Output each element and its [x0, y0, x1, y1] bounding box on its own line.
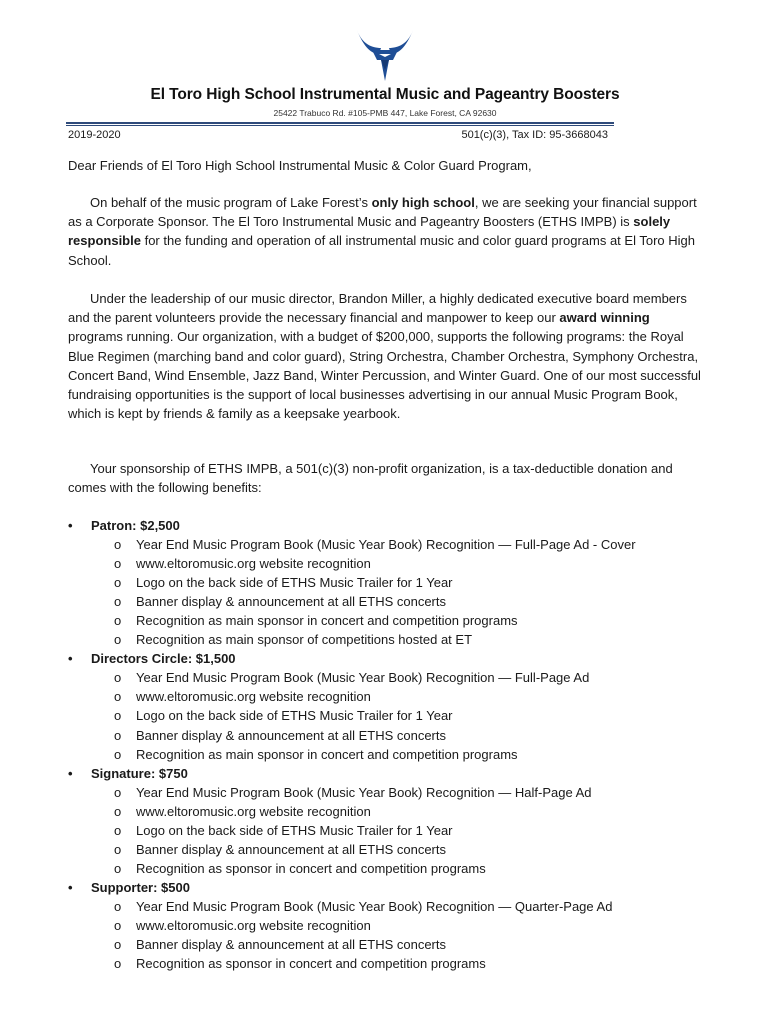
header-divider-thin: [66, 125, 614, 126]
org-address: 25422 Trabuco Rd. #105-PMB 447, Lake Forest, CA 92630: [273, 108, 497, 118]
list-item: o Year End Music Program Book (Music Year Book) Recognition — Half-Page Ad: [68, 783, 708, 802]
emphasis-award-winning: award winning: [559, 310, 650, 326]
circle-bullet-icon: o: [114, 746, 122, 762]
bullet-icon: •: [68, 879, 73, 895]
list-item: o Recognition as main sponsor in concert and competition programs: [68, 745, 708, 764]
emphasis-solely-responsible: solely responsible: [68, 214, 671, 249]
circle-bullet-icon: o: [114, 594, 122, 610]
list-item: o Recognition as main sponsor in concert and competition programs: [68, 611, 708, 630]
list-item: o Recognition as main sponsor of competitions hosted at ET: [68, 630, 708, 649]
bullet-icon: •: [68, 651, 73, 667]
circle-bullet-icon: o: [114, 822, 122, 838]
circle-bullet-icon: o: [114, 956, 122, 972]
paragraph-leadership: Under the leadership of our music director, Brandon Miller, a highly dedicated executive board members and the parent volunteers provide the necessary financial and manpower to keep our award winning programs running. Our organization, with a budget of $200,000, supports the following programs: the Royal Blue Regimen (marching band and color guard), String Orchestra, Chamber Orchestra, Symphony Orchestra, Concert Band, Wind Ensemble, Jazz Band, Winter Percussion, and Winter Guard. One of our most successful fundraising opportunities is the support of local businesses advertising in our annual Music Program Book, which is kept by friends & family as a keepsake yearbook.: [68, 291, 701, 422]
circle-bullet-icon: o: [114, 575, 122, 591]
paragraph-intro: On behalf of the music program of Lake Forest’s only high school, we are seeking your financial support as a Corporate Sponsor. The El Toro Instrumental Music and Pageantry Boosters (ETHS IMPB) is solely responsible for the funding and operation of all instrumental music and color guard programs at El Toro High School.: [68, 195, 697, 268]
emphasis-only-high-school: only high school: [371, 195, 475, 210]
circle-bullet-icon: o: [114, 613, 122, 629]
list-item: o www.eltoromusic.org website recognition: [68, 554, 708, 573]
bullet-icon: •: [68, 518, 73, 533]
circle-bullet-icon: o: [114, 803, 122, 819]
tier-signature: [68, 764, 708, 878]
circle-bullet-icon: o: [114, 670, 122, 686]
list-item: o Recognition as sponsor in concert and competition programs: [68, 954, 708, 973]
list-item: o Year End Music Program Book (Music Year Book) Recognition — Full-Page Ad - Cover: [68, 535, 708, 554]
list-item: o Logo on the back side of ETHS Music Trailer for 1 Year: [68, 573, 708, 592]
school-year: 2019-2020: [68, 129, 121, 141]
circle-bullet-icon: o: [114, 937, 122, 953]
tax-id: 501(c)(3), Tax ID: 95-3668043: [461, 129, 608, 141]
list-item: o www.eltoromusic.org website recognition: [68, 687, 708, 706]
header-divider: [66, 122, 614, 124]
tier-name: Patron: $2,500: [91, 518, 180, 533]
greeting: Dear Friends of El Toro High School Instrumental Music & Color Guard Program,: [68, 158, 532, 173]
org-title: El Toro High School Instrumental Music and Pageantry Boosters: [150, 86, 620, 103]
tier-directors-circle: [68, 649, 708, 763]
circle-bullet-icon: o: [114, 708, 122, 724]
circle-bullet-icon: o: [114, 841, 122, 857]
tier-supporter: [68, 878, 708, 973]
list-item: o Banner display & announcement at all ETHS concerts: [68, 935, 708, 954]
list-item: o Logo on the back side of ETHS Music Trailer for 1 Year: [68, 821, 708, 840]
list-item: o Year End Music Program Book (Music Year Book) Recognition — Full-Page Ad: [68, 668, 708, 687]
circle-bullet-icon: o: [114, 727, 122, 743]
list-item: o www.eltoromusic.org website recognition: [68, 916, 708, 935]
list-item: o Year End Music Program Book (Music Year Book) Recognition — Quarter-Page Ad: [68, 897, 708, 916]
circle-bullet-icon: o: [114, 860, 122, 876]
tier-name: Signature: $750: [91, 765, 188, 781]
bullet-icon: •: [68, 765, 73, 781]
list-item: o Banner display & announcement at all ETHS concerts: [68, 592, 708, 611]
paragraph-sponsorship: Your sponsorship of ETHS IMPB, a 501(c)(3) non-profit organization, is a tax-deductible donation and comes with the following benefits:: [68, 461, 673, 496]
circle-bullet-icon: o: [114, 632, 122, 648]
circle-bullet-icon: o: [114, 537, 122, 553]
bull-head-logo-icon: [354, 26, 416, 82]
list-item: o www.eltoromusic.org website recognition: [68, 802, 708, 821]
tier-name: Directors Circle: $1,500: [91, 651, 236, 667]
circle-bullet-icon: o: [114, 689, 122, 705]
circle-bullet-icon: o: [114, 898, 122, 914]
tier-name: Supporter: $500: [91, 879, 190, 895]
list-item: o Recognition as sponsor in concert and competition programs: [68, 859, 708, 878]
circle-bullet-icon: o: [114, 556, 122, 572]
sponsorship-tiers: [68, 516, 708, 973]
circle-bullet-icon: o: [114, 784, 122, 800]
list-item: o Banner display & announcement at all ETHS concerts: [68, 840, 708, 859]
tier-patron: [68, 516, 708, 649]
circle-bullet-icon: o: [114, 917, 122, 933]
list-item: o Logo on the back side of ETHS Music Trailer for 1 Year: [68, 706, 708, 725]
list-item: o Banner display & announcement at all ETHS concerts: [68, 726, 708, 745]
